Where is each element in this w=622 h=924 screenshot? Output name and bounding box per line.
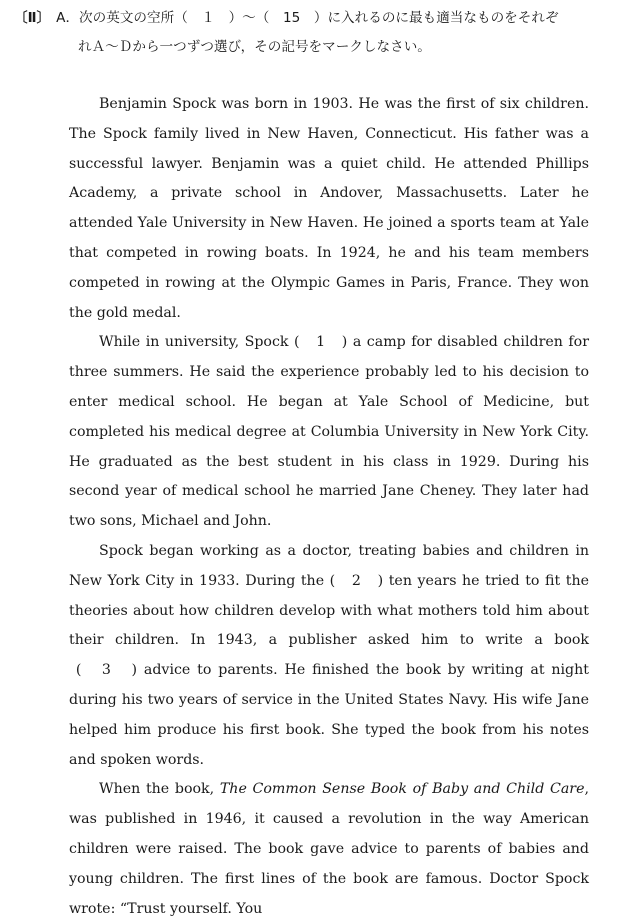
blank-3: ( 3 )	[69, 662, 144, 679]
paragraph-1: Benjamin Spock was born in 1903. He was the first of six children. The Spock family lived in New Haven, Connecticut. His father was a successful lawyer. Benjamin was a quiet child. He attended Phillips Academy, a private school in Andover, Massachusetts. Later he attended Yale University in New Haven. He joined a sports team at Yale that competed in rowing boats. In 1924, he and his team members competed in rowing at the Olympic Games in Paris, France. They won the gold medal.	[69, 96, 589, 321]
paragraph-3-text-c: advice to parents. He finished the book by writing at night during his two years of service in the United States Navy. His wife Jane helped him produce his first book. She typed the book from his notes and spoken words.	[69, 662, 589, 768]
blank-2: ( 2 )	[324, 572, 389, 589]
instruction-text-1: A．次の英文の空所（ １ ）〜（ 15 ）に入れるのに最も適当なものをそれぞ	[56, 10, 559, 26]
paragraph-2-text-b: a camp for disabled children for three summers. He said the experience probably led to his decision to enter medical school. He began at Yale School of Medicine, but completed his medical degree at Columbia University in New York City. He graduated as the best student in his class in 1929. During his second year of medical school he married Jane Cheney. They later had two sons, Michael and John.	[69, 334, 589, 530]
paragraph-3-text-a: Spock began working as a doctor, treating babies and children in New York City in 1933. During the	[69, 542, 589, 589]
instruction-line-1	[14, 4, 614, 33]
paragraph-4	[69, 775, 589, 924]
blank-1: ( 1 )	[288, 334, 353, 351]
paragraph-3-text-b: ten years he tried to fit the theories about how children develop with what mothers told him about their children. In 1943, a publisher asked him to write a book	[69, 572, 589, 649]
section-number: 〔Ⅱ〕	[14, 10, 51, 26]
paragraph-2	[69, 328, 589, 537]
paragraph-3	[69, 537, 589, 775]
question-instruction	[14, 4, 614, 62]
paragraph-2-text-a: While in university, Spock	[99, 334, 289, 351]
paragraph-4-text-b: , was published in 1946, it caused a revolution in the way American children were raised. The book gave advice to parents of babies and young children. The first lines of the book are famous. Doctor Spock wrote: “Trust yourself. You	[69, 781, 590, 917]
paragraph-4-text-a: When the book,	[99, 781, 220, 798]
instruction-line-2: れＡ〜Ｄから一つずつ選び，その記号をマークしなさい。	[78, 39, 431, 55]
reading-passage	[69, 90, 589, 924]
book-title: The Common Sense Book of Baby and Child Care	[219, 781, 585, 798]
